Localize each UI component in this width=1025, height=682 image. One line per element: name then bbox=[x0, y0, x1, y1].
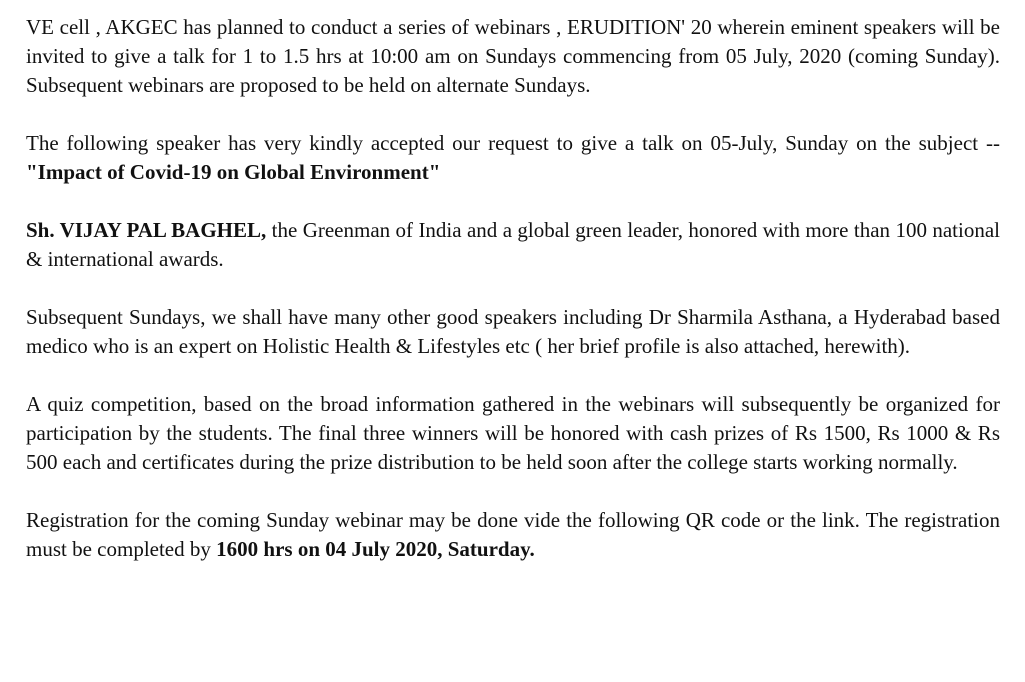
subsequent-speakers-paragraph: Subsequent Sundays, we shall have many other good speakers including Dr Sharmila Asthana, a Hyderabad based medico who is an expert on Holistic Health & Lifestyles etc ( her brief profile is also attached, herewith). bbox=[26, 305, 1000, 358]
registration-deadline: 1600 hrs on 04 July 2020, Saturday. bbox=[216, 537, 535, 561]
registration-text: Registration for the coming Sunday webinar may be done vide the following QR code or the link. The registration must be completed by bbox=[26, 508, 1000, 561]
quiz-paragraph: A quiz competition, based on the broad information gathered in the webinars will subsequently be organized for participation by the students. The final three winners will be honored with cash prizes of Rs 1500, Rs 1000 & Rs 500 each and certificates during the prize distribution to be held soon after the college starts working normally. bbox=[26, 392, 1000, 474]
document-body bbox=[26, 13, 1000, 564]
speaker-intro-text: The following speaker has very kindly accepted our request to give a talk on 05-July, Sunday on the subject -- bbox=[26, 131, 1000, 155]
speaker-name: Sh. VIJAY PAL BAGHEL, bbox=[26, 218, 267, 242]
speaker-paragraph bbox=[26, 129, 1000, 187]
registration-paragraph bbox=[26, 506, 1000, 564]
intro-paragraph: VE cell , AKGEC has planned to conduct a series of webinars , ERUDITION' 20 wherein eminent speakers will be invited to give a talk for 1 to 1.5 hrs at 10:00 am on Sundays commencing from 05 July, 2020 (coming Sunday). Subsequent webinars are proposed to be held on alternate Sundays. bbox=[26, 15, 1000, 97]
talk-topic: "Impact of Covid-19 on Global Environment" bbox=[26, 160, 441, 184]
speaker-bio-paragraph bbox=[26, 216, 1000, 274]
speaker-bio-text: the Greenman of India and a global green leader, honored with more than 100 national & international awards. bbox=[26, 218, 1000, 271]
